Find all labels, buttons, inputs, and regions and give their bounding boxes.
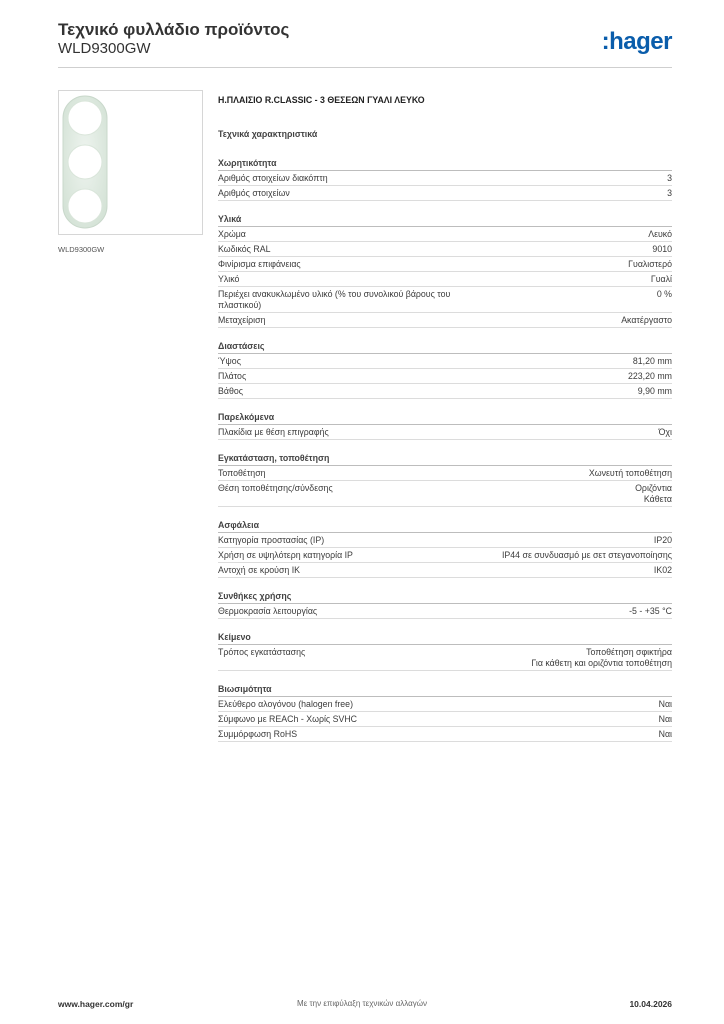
spec-label: Αριθμός στοιχείων διακόπτη xyxy=(218,173,328,183)
product-name: Η.ΠΛΑΙΣΙΟ R.CLASSIC - 3 ΘΕΣΕΩΝ ΓΥΑΛΙ ΛΕΥΚΟ xyxy=(218,95,425,105)
spec-value xyxy=(667,173,672,184)
spec-row xyxy=(218,563,672,578)
spec-label: Αντοχή σε κρούση IK xyxy=(218,565,301,575)
spec-row xyxy=(218,313,672,328)
spec-section xyxy=(218,341,672,399)
spec-label: Αριθμός στοιχείων xyxy=(218,188,290,198)
spec-value xyxy=(652,244,672,255)
spec-value-line: 9010 xyxy=(652,244,672,254)
spec-section xyxy=(218,158,672,201)
spec-row xyxy=(218,186,672,201)
spec-section xyxy=(218,214,672,328)
section-title: Υλικά xyxy=(218,214,672,227)
spec-value xyxy=(628,371,672,382)
spec-value xyxy=(635,483,672,505)
spec-section xyxy=(218,632,672,671)
spec-row xyxy=(218,727,672,742)
spec-value xyxy=(659,427,672,438)
spec-value-line: Ναι xyxy=(658,729,672,739)
spec-value xyxy=(629,606,672,617)
spec-value-line: 223,20 mm xyxy=(627,371,672,381)
spec-value-line: Ναι xyxy=(658,699,672,709)
spec-value xyxy=(638,386,672,397)
spec-row xyxy=(218,384,672,399)
spec-row xyxy=(218,645,672,671)
spec-value xyxy=(654,565,672,576)
spec-row xyxy=(218,425,672,440)
spec-value xyxy=(659,729,672,740)
spec-value xyxy=(621,315,672,326)
product-image xyxy=(58,90,203,235)
spec-value xyxy=(628,259,672,270)
spec-row xyxy=(218,697,672,712)
spec-value xyxy=(531,647,672,669)
spec-row xyxy=(218,481,672,507)
spec-sheet xyxy=(218,95,672,742)
spec-value xyxy=(633,356,672,367)
section-title: Χωρητικότητα xyxy=(218,158,672,171)
spec-value xyxy=(502,550,672,561)
spec-value xyxy=(654,535,672,546)
spec-value-line: 3 xyxy=(667,173,672,183)
spec-label: Συμμόρφωση RoHS xyxy=(218,729,298,739)
section-title: Διαστάσεις xyxy=(218,341,672,354)
spec-label: Χρώμα xyxy=(218,229,246,239)
spec-label: Υλικό xyxy=(218,274,240,284)
spec-value-line: 3 xyxy=(667,188,672,198)
spec-label: Φινίρισμα επιφάνειας xyxy=(218,259,301,269)
spec-value-line: Τοποθέτηση σφικτήρα xyxy=(586,647,672,657)
spec-label: Τοποθέτηση xyxy=(218,468,266,478)
spec-value-line: Χωνευτή τοποθέτηση xyxy=(588,468,672,478)
header-divider xyxy=(58,67,672,68)
spec-value-line: 9,90 mm xyxy=(637,386,672,396)
spec-value-line: Λευκό xyxy=(648,229,672,239)
spec-section xyxy=(218,684,672,742)
spec-row xyxy=(218,227,672,242)
section-title: Παρελκόμενα xyxy=(218,412,672,425)
spec-value-line: Για κάθετη και οριζόντια τοποθέτηση xyxy=(531,658,672,668)
spec-value-line: 0 % xyxy=(656,289,672,299)
spec-value-line: Κάθετα xyxy=(643,494,672,504)
section-title: Ασφάλεια xyxy=(218,520,672,533)
product-code: WLD9300GW xyxy=(58,40,151,57)
spec-section xyxy=(218,591,672,619)
section-title: Βιωσιμότητα xyxy=(218,684,672,697)
spec-row xyxy=(218,369,672,384)
spec-value-line: Ακατέργαστο xyxy=(621,315,672,325)
spec-label: Σύμφωνο με REACh - Χωρίς SVHC xyxy=(218,714,358,724)
spec-sections xyxy=(218,158,672,742)
spec-row xyxy=(218,272,672,287)
spec-value-line: IP20 xyxy=(653,535,672,545)
section-title: Συνθήκες χρήσης xyxy=(218,591,672,604)
spec-label: Ελεύθερο αλογόνου (halogen free) xyxy=(218,699,354,709)
spec-row xyxy=(218,171,672,186)
document-title: Τεχνικό φυλλάδιο προϊόντος xyxy=(58,20,290,39)
spec-value-line: 81,20 mm xyxy=(632,356,672,366)
hager-logo: :hager xyxy=(601,28,672,55)
spec-label: Ύψος xyxy=(218,356,241,366)
section-title: Κείμενο xyxy=(218,632,672,645)
spec-row xyxy=(218,257,672,272)
spec-label: Χρήση σε υψηλότερη κατηγορία IP xyxy=(218,550,353,560)
spec-row xyxy=(218,354,672,369)
product-image-caption: WLD9300GW xyxy=(58,245,105,254)
spec-label: Θέση τοποθέτησης/σύνδεσης xyxy=(218,483,333,493)
spec-row xyxy=(218,604,672,619)
spec-value xyxy=(657,289,672,300)
spec-row xyxy=(218,287,672,313)
spec-row xyxy=(218,548,672,563)
footer-disclaimer: Με την επιφύλαξη τεχνικών αλλαγών xyxy=(297,999,427,1008)
spec-value-line: Οριζόντια xyxy=(635,483,672,493)
spec-value xyxy=(659,714,672,725)
spec-label: Τρόπος εγκατάστασης xyxy=(218,647,306,657)
spec-value xyxy=(648,229,672,240)
spec-value xyxy=(651,274,672,285)
section-title: Εγκατάσταση, τοποθέτηση xyxy=(218,453,672,466)
spec-label: Θερμοκρασία λειτουργίας xyxy=(218,606,318,616)
spec-value-line: Γυαλιστερό xyxy=(628,259,672,269)
spec-row xyxy=(218,242,672,257)
footer-date: 10.04.2026 xyxy=(629,999,672,1009)
spec-value-line: IP44 σε συνδυασμό με σετ στεγανοποίησης xyxy=(501,550,672,560)
spec-row xyxy=(218,533,672,548)
spec-label: Κατηγορία προστασίας (IP) xyxy=(218,535,325,545)
spec-label: Βάθος xyxy=(218,386,243,396)
spec-label: Μεταχείριση xyxy=(218,315,266,325)
spec-value xyxy=(667,188,672,199)
spec-section xyxy=(218,453,672,507)
spec-label: Περιέχει ανακυκλωμένο υλικό (% του συνολικού βάρους του πλαστικού) xyxy=(218,289,451,310)
spec-value-line: Όχι xyxy=(658,427,672,437)
spec-value-line: IK02 xyxy=(653,565,672,575)
footer-website-link[interactable]: www.hager.com/gr xyxy=(58,999,134,1009)
wall-frame-image xyxy=(59,91,202,234)
technical-characteristics-heading: Τεχνικά χαρακτηριστικά xyxy=(218,129,318,139)
spec-row xyxy=(218,466,672,481)
spec-value-line: Γυαλί xyxy=(650,274,672,284)
spec-section xyxy=(218,412,672,440)
spec-label: Πλάτος xyxy=(218,371,247,381)
spec-section xyxy=(218,520,672,578)
spec-value xyxy=(589,468,672,479)
spec-value-line: -5 - +35 °C xyxy=(629,606,672,616)
spec-label: Κωδικός RAL xyxy=(218,244,271,254)
spec-value xyxy=(659,699,672,710)
spec-label: Πλακίδια με θέση επιγραφής xyxy=(218,427,329,437)
spec-value-line: Ναι xyxy=(658,714,672,724)
spec-row xyxy=(218,712,672,727)
